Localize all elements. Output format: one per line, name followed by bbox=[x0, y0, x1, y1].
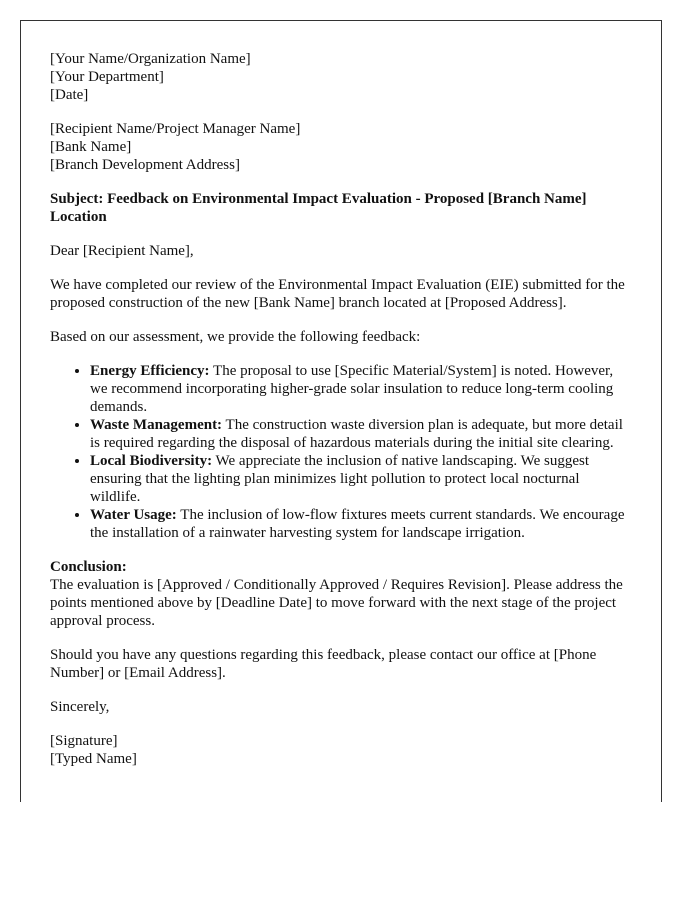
letter-page bbox=[20, 20, 662, 802]
feedback-lead: Based on our assessment, we provide the following feedback: bbox=[50, 329, 421, 345]
subject-line: Subject: Feedback on Environmental Impact Evaluation - Proposed [Branch Name] Location bbox=[50, 191, 587, 225]
conclusion-block bbox=[50, 558, 632, 630]
bank-name: [Bank Name] bbox=[50, 139, 132, 155]
signature: [Signature] bbox=[50, 733, 118, 749]
feedback-text: We appreciate the inclusion of native landscaping. We suggest ensuring that the lighting plan minimizes light pollution to protect local nocturnal wildlife. bbox=[90, 453, 589, 505]
recipient-block bbox=[50, 120, 632, 174]
feedback-title: Local Biodiversity: bbox=[90, 453, 213, 469]
sender-name: [Your Name/Organization Name] bbox=[50, 51, 251, 67]
feedback-list bbox=[50, 362, 632, 542]
conclusion-text: The evaluation is [Approved / Conditionally Approved / Requires Revision]. Please address the points mentioned above by [Deadline Date] to move forward with the next stage of the project approval process. bbox=[50, 577, 623, 629]
typed-name: [Typed Name] bbox=[50, 751, 137, 767]
feedback-item bbox=[90, 506, 632, 542]
contact-paragraph: Should you have any questions regarding this feedback, please contact our office at [Phone Number] or [Email Address]. bbox=[50, 647, 597, 681]
feedback-title: Water Usage: bbox=[90, 507, 177, 523]
sender-department: [Your Department] bbox=[50, 69, 164, 85]
recipient-name: [Recipient Name/Project Manager Name] bbox=[50, 121, 301, 137]
feedback-item bbox=[90, 416, 632, 452]
intro-paragraph: We have completed our review of the Environmental Impact Evaluation (EIE) submitted for the proposed construction of the new [Bank Name] branch located at [Proposed Address]. bbox=[50, 277, 625, 311]
feedback-text: The construction waste diversion plan is adequate, but more detail is required regarding the disposal of hazardous materials during the initial site clearing. bbox=[90, 417, 623, 451]
salutation: Dear [Recipient Name], bbox=[50, 243, 194, 259]
conclusion-title: Conclusion: bbox=[50, 559, 127, 575]
feedback-item bbox=[90, 452, 632, 506]
feedback-text: The proposal to use [Specific Material/System] is noted. However, we recommend incorporating higher-grade solar insulation to reduce long-term cooling demands. bbox=[90, 363, 614, 415]
feedback-title: Waste Management: bbox=[90, 417, 223, 433]
letter-date: [Date] bbox=[50, 87, 89, 103]
signature-block bbox=[50, 732, 632, 768]
feedback-item bbox=[90, 362, 632, 416]
feedback-title: Energy Efficiency: bbox=[90, 363, 210, 379]
feedback-text: The inclusion of low-flow fixtures meets current standards. We encourage the installation of a rainwater harvesting system for landscape irrigation. bbox=[90, 507, 625, 541]
closing: Sincerely, bbox=[50, 699, 110, 715]
sender-block bbox=[50, 50, 632, 104]
branch-address: [Branch Development Address] bbox=[50, 157, 240, 173]
